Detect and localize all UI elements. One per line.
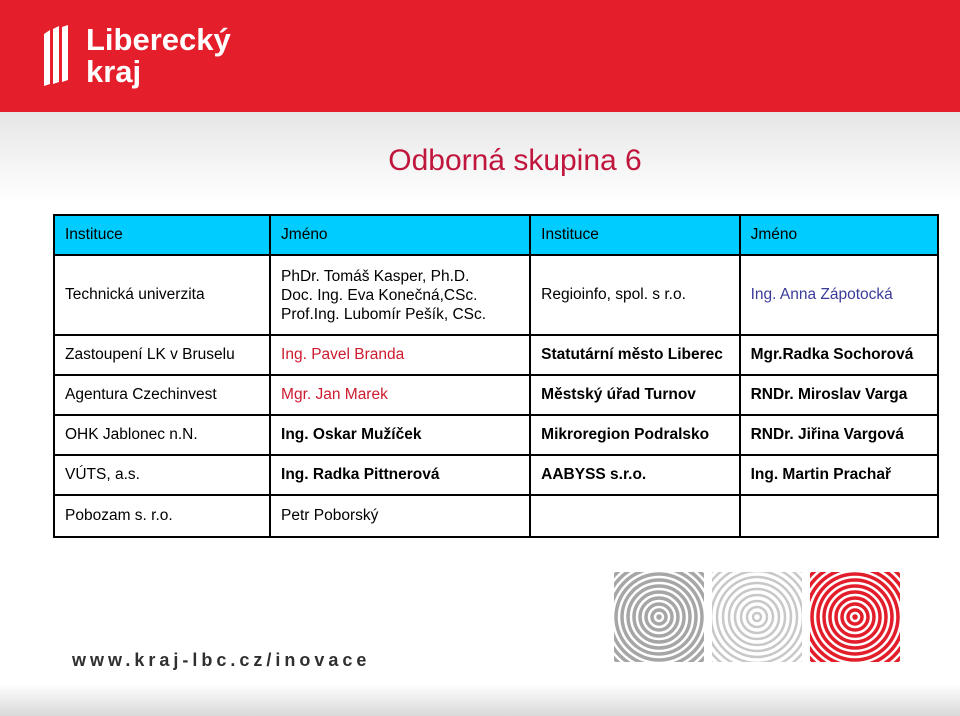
table-row (54, 495, 938, 537)
logo-wordmark (86, 24, 231, 88)
name-cell: Ing. Radka Pittnerová (270, 455, 530, 495)
institution-cell: VÚTS, a.s. (54, 455, 270, 495)
gray-concentric-square (614, 572, 723, 662)
table-header-row (54, 215, 938, 255)
table-row (54, 375, 938, 415)
institution-cell: Městský úřad Turnov (530, 375, 739, 415)
name-cell: Petr Poborský (270, 495, 530, 537)
name-cell (270, 255, 530, 335)
name-cell: Mgr.Radka Sochorová (740, 335, 938, 375)
name-cell: Mgr. Jan Marek (270, 375, 530, 415)
institution-cell: AABYSS s.r.o. (530, 455, 739, 495)
header-instituce-1: Instituce (54, 215, 270, 255)
name-line: Doc. Ing. Eva Konečná,CSc. (281, 286, 478, 304)
logo-line-1: Liberecký (86, 22, 231, 57)
name-cell: Ing. Pavel Branda (270, 335, 530, 375)
name-cell: RNDr. Miroslav Varga (740, 375, 938, 415)
footer-bar (0, 684, 960, 716)
logo-line-2: kraj (86, 54, 142, 89)
name-cell: Ing. Martin Prachař (740, 455, 938, 495)
header-jmeno-1: Jméno (270, 215, 530, 255)
page-title: Odborná skupina 6 (388, 144, 642, 177)
institution-cell: Statutární město Liberec (530, 335, 739, 375)
institution-cell: Pobozam s. r.o. (54, 495, 270, 537)
name-cell: Ing. Anna Zápotocká (740, 255, 938, 335)
logo-stripes-icon (40, 24, 84, 94)
name-cell: RNDr. Jiřina Vargová (740, 415, 938, 455)
institution-cell: Technická univerzita (54, 255, 270, 335)
name-cell (740, 495, 938, 537)
institution-cell (530, 495, 739, 537)
liberecky-kraj-logo (40, 24, 240, 94)
footer-url: www.kraj-lbc.cz/inovace (72, 650, 371, 670)
institution-cell: Mikroregion Podralsko (530, 415, 739, 455)
concentric-squares-decoration (614, 572, 934, 662)
table-row (54, 255, 938, 335)
table-row (54, 415, 938, 455)
table-row (54, 335, 938, 375)
table-row (54, 455, 938, 495)
name-cell: Ing. Oskar Mužíček (270, 415, 530, 455)
members-table (53, 214, 939, 538)
header-jmeno-2: Jméno (740, 215, 938, 255)
institution-cell: OHK Jablonec n.N. (54, 415, 270, 455)
red-concentric-square (791, 572, 919, 662)
header-instituce-2: Instituce (530, 215, 739, 255)
name-line: Prof.Ing. Lubomír Pešík, CSc. (281, 305, 487, 323)
institution-cell: Agentura Czechinvest (54, 375, 270, 415)
header-bar (0, 0, 960, 112)
institution-cell: Zastoupení LK v Bruselu (54, 335, 270, 375)
name-line: PhDr. Tomáš Kasper, Ph.D. (281, 267, 470, 285)
institution-cell: Regioinfo, spol. s r.o. (530, 255, 739, 335)
white-concentric-square (693, 572, 821, 662)
